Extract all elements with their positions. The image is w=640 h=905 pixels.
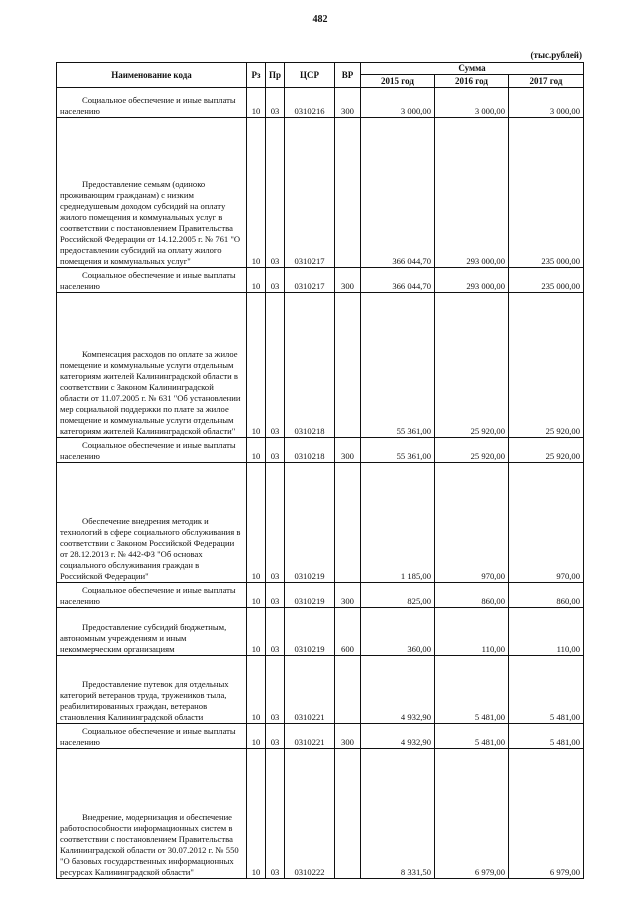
row-2015-cell: 366 044,70 <box>361 268 435 293</box>
header-name: Наименование кода <box>57 63 247 88</box>
table-row <box>57 583 584 608</box>
row-pr-cell: 03 <box>266 724 285 749</box>
header-2017: 2017 год <box>509 75 584 88</box>
row-vr-cell <box>335 293 361 438</box>
row-vr-cell <box>335 656 361 724</box>
header-rz: Рз <box>247 63 266 88</box>
row-pr-cell: 03 <box>266 656 285 724</box>
header-vr: ВР <box>335 63 361 88</box>
header-2016: 2016 год <box>435 75 509 88</box>
header-sum: Сумма <box>361 63 584 75</box>
row-2016-cell: 293 000,00 <box>435 118 509 268</box>
row-2015-cell: 8 331,50 <box>361 749 435 879</box>
row-pr-cell: 03 <box>266 438 285 463</box>
row-2017-cell: 860,00 <box>509 583 584 608</box>
row-name-cell: Компенсация расходов по оплате за жилое помещение и коммунальные услуги отдельным категориям жителей Калининградской области в соответствии с Законом Калининградской области от 11.07.2005 г. № 631 "Об установлении мер социальной поддержки по плате за жилое помещение и коммунальные услуги отдельным категориям жителей Калининградской области" <box>57 293 247 438</box>
row-csr-cell: 0310218 <box>285 293 335 438</box>
row-2017-cell: 25 920,00 <box>509 438 584 463</box>
row-vr-cell: 300 <box>335 268 361 293</box>
row-2017-cell: 25 920,00 <box>509 293 584 438</box>
row-rz-cell: 10 <box>247 293 266 438</box>
units-label: (тыс.рублей) <box>530 50 582 60</box>
table-row <box>57 268 584 293</box>
row-name-cell: Социальное обеспечение и иные выплаты населению <box>57 438 247 463</box>
row-2017-cell: 3 000,00 <box>509 88 584 118</box>
row-2016-cell: 6 979,00 <box>435 749 509 879</box>
row-rz-cell: 10 <box>247 118 266 268</box>
table-row <box>57 463 584 583</box>
row-2017-cell: 6 979,00 <box>509 749 584 879</box>
row-2016-cell: 110,00 <box>435 608 509 656</box>
row-rz-cell: 10 <box>247 88 266 118</box>
row-2016-cell: 3 000,00 <box>435 88 509 118</box>
row-2015-cell: 4 932,90 <box>361 656 435 724</box>
row-vr-cell: 300 <box>335 88 361 118</box>
table-row <box>57 749 584 879</box>
row-2015-cell: 55 361,00 <box>361 293 435 438</box>
row-csr-cell: 0310217 <box>285 118 335 268</box>
row-name-cell: Социальное обеспечение и иные выплаты населению <box>57 583 247 608</box>
row-2017-cell: 235 000,00 <box>509 118 584 268</box>
table-row <box>57 656 584 724</box>
row-name-cell: Обеспечение внедрения методик и технологий в сфере социального обслуживания в соответствии с Законом Российской Федерации от 28.12.2013 г. № 442-ФЗ "Об основах социального обслуживания граждан в Российской Федерации" <box>57 463 247 583</box>
row-vr-cell <box>335 118 361 268</box>
row-pr-cell: 03 <box>266 118 285 268</box>
header-csr: ЦСР <box>285 63 335 88</box>
row-rz-cell: 10 <box>247 656 266 724</box>
row-2016-cell: 293 000,00 <box>435 268 509 293</box>
row-2015-cell: 1 185,00 <box>361 463 435 583</box>
table-row <box>57 438 584 463</box>
page-number: 482 <box>312 14 328 25</box>
row-csr-cell: 0310221 <box>285 656 335 724</box>
row-vr-cell: 300 <box>335 583 361 608</box>
row-vr-cell <box>335 749 361 879</box>
row-pr-cell: 03 <box>266 749 285 879</box>
row-rz-cell: 10 <box>247 583 266 608</box>
row-csr-cell: 0310218 <box>285 438 335 463</box>
row-2016-cell: 5 481,00 <box>435 724 509 749</box>
row-2017-cell: 235 000,00 <box>509 268 584 293</box>
row-vr-cell: 600 <box>335 608 361 656</box>
row-name-cell: Предоставление семьям (одиноко проживающим гражданам) с низким среднедушевым доходом субсидий на оплату жилого помещения и коммунальных услуг в соответствии с постановлением Правительства Российской Федерации от 14.12.2005 г. № 761 "О предоставлении субсидий на оплату жилого помещения и коммунальных услуг" <box>57 118 247 268</box>
row-rz-cell: 10 <box>247 608 266 656</box>
row-name-cell: Предоставление субсидий бюджетным, автономным учреждениям и иным некоммерческим организациям <box>57 608 247 656</box>
row-rz-cell: 10 <box>247 724 266 749</box>
row-csr-cell: 0310221 <box>285 724 335 749</box>
row-csr-cell: 0310219 <box>285 463 335 583</box>
row-name-cell: Внедрение, модернизация и обеспечение работоспособности информационных систем в соответствии с постановлением Правительства Калининградской области от 30.07.2012 г. № 550 "О базовых государственных информационных ресурсах Калининградской области" <box>57 749 247 879</box>
row-2016-cell: 25 920,00 <box>435 293 509 438</box>
table-row <box>57 724 584 749</box>
table-body <box>57 88 584 879</box>
table-row <box>57 293 584 438</box>
row-2015-cell: 360,00 <box>361 608 435 656</box>
row-2016-cell: 860,00 <box>435 583 509 608</box>
row-pr-cell: 03 <box>266 268 285 293</box>
row-2016-cell: 25 920,00 <box>435 438 509 463</box>
row-pr-cell: 03 <box>266 463 285 583</box>
table-row <box>57 88 584 118</box>
row-pr-cell: 03 <box>266 293 285 438</box>
row-csr-cell: 0310217 <box>285 268 335 293</box>
row-rz-cell: 10 <box>247 268 266 293</box>
row-vr-cell: 300 <box>335 724 361 749</box>
row-2015-cell: 3 000,00 <box>361 88 435 118</box>
row-2015-cell: 825,00 <box>361 583 435 608</box>
row-2017-cell: 110,00 <box>509 608 584 656</box>
row-pr-cell: 03 <box>266 608 285 656</box>
row-name-cell: Социальное обеспечение и иные выплаты населению <box>57 88 247 118</box>
table-row <box>57 608 584 656</box>
row-pr-cell: 03 <box>266 88 285 118</box>
row-2017-cell: 5 481,00 <box>509 656 584 724</box>
row-2017-cell: 5 481,00 <box>509 724 584 749</box>
budget-table <box>56 62 584 879</box>
row-2016-cell: 5 481,00 <box>435 656 509 724</box>
row-2015-cell: 366 044,70 <box>361 118 435 268</box>
row-rz-cell: 10 <box>247 463 266 583</box>
header-pr: Пр <box>266 63 285 88</box>
row-csr-cell: 0310219 <box>285 583 335 608</box>
row-name-cell: Социальное обеспечение и иные выплаты населению <box>57 724 247 749</box>
row-name-cell: Социальное обеспечение и иные выплаты населению <box>57 268 247 293</box>
header-2015: 2015 год <box>361 75 435 88</box>
table-row <box>57 118 584 268</box>
row-vr-cell: 300 <box>335 438 361 463</box>
row-csr-cell: 0310216 <box>285 88 335 118</box>
row-rz-cell: 10 <box>247 749 266 879</box>
row-name-cell: Предоставление путевок для отдельных категорий ветеранов труда, тружеников тыла, реабилитированных граждан, ветеранов становления Калининградской области <box>57 656 247 724</box>
row-pr-cell: 03 <box>266 583 285 608</box>
row-2015-cell: 4 932,90 <box>361 724 435 749</box>
row-2017-cell: 970,00 <box>509 463 584 583</box>
row-csr-cell: 0310219 <box>285 608 335 656</box>
row-2015-cell: 55 361,00 <box>361 438 435 463</box>
row-vr-cell <box>335 463 361 583</box>
row-rz-cell: 10 <box>247 438 266 463</box>
row-2016-cell: 970,00 <box>435 463 509 583</box>
row-csr-cell: 0310222 <box>285 749 335 879</box>
